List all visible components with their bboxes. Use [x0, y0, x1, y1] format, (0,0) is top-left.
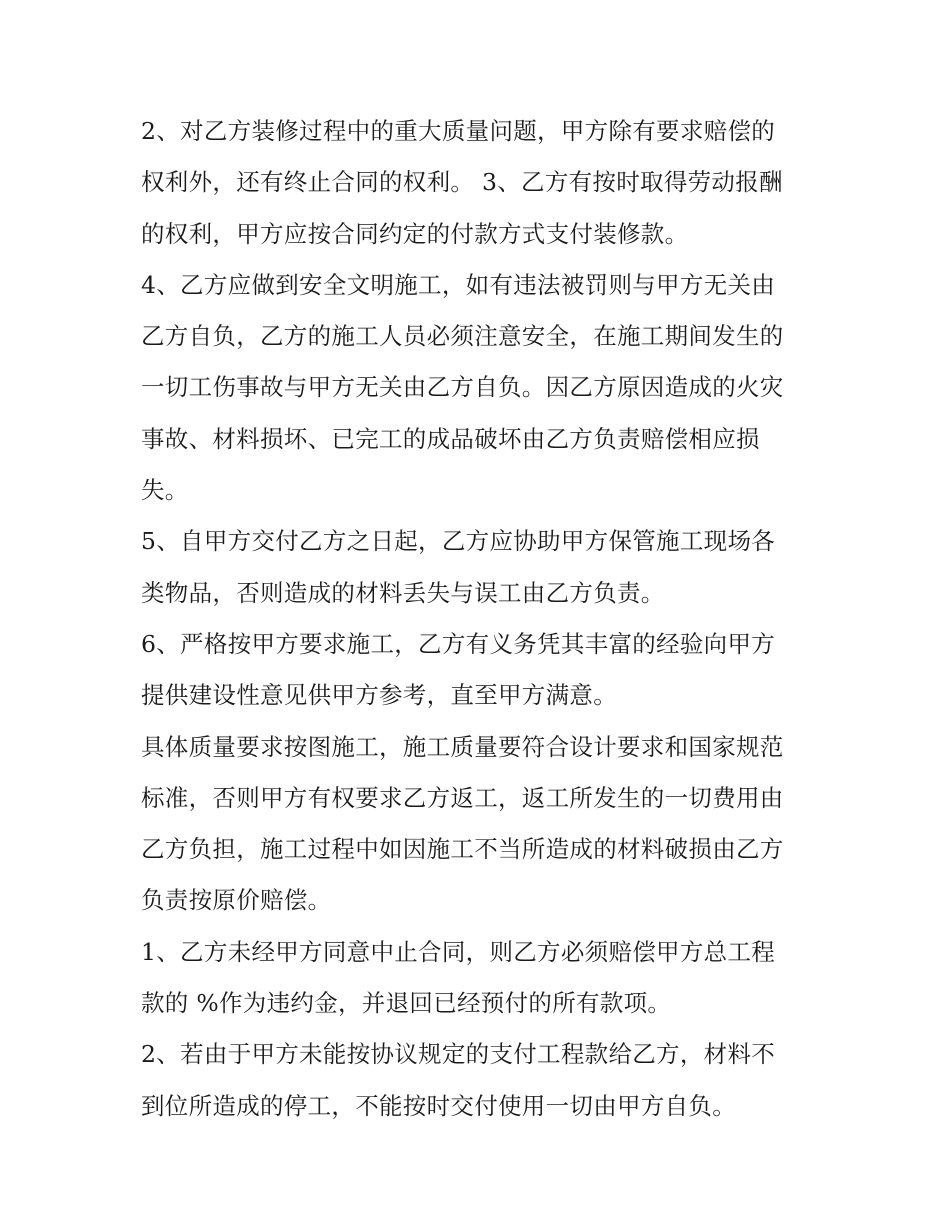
paragraph-breach-2	[141, 1029, 831, 1132]
text-line: 类物品，否则造成的材料丢失与误工由乙方负责。	[141, 578, 665, 607]
text-line: 事故、材料损坏、已完工的成品破坏由乙方负责赔偿相应损	[141, 424, 760, 453]
text-line: 款的 %作为违约金，并退回已经预付的所有款项。	[141, 989, 672, 1018]
text-line: 乙方负担，施工过程中如因施工不当所造成的材料破损由乙方	[141, 835, 784, 864]
paragraph-breach-1	[141, 927, 831, 1030]
text-line: 2、对乙方装修过程中的重大质量问题，甲方除有要求赔偿的	[141, 117, 776, 145]
text-line: 权利外，还有终止合同的权利。 3、乙方有按时取得劳动报酬	[141, 168, 783, 197]
paragraph-clause-6-construction	[141, 619, 831, 722]
paragraph-quality-requirements	[141, 722, 831, 927]
text-line: 乙方自负，乙方的施工人员必须注意安全，在施工期间发生的	[141, 322, 784, 351]
paragraph-clause-5-custody	[141, 516, 831, 619]
text-line: 5、自甲方交付乙方之日起，乙方应协助甲方保管施工现场各	[141, 527, 776, 556]
text-line: 到位所造成的停工，不能按时交付使用一切由甲方自负。	[141, 1091, 736, 1120]
text-line: 具体质量要求按图施工，施工质量要符合设计要求和国家规范	[141, 732, 784, 761]
text-line: 4、乙方应做到安全文明施工，如有违法被罚则与甲方无关由	[141, 270, 776, 299]
document-body	[141, 106, 831, 1132]
text-line: 的权利，甲方应按合同约定的付款方式支付装修款。	[141, 219, 689, 248]
text-line: 2、若由于甲方未能按协议规定的支付工程款给乙方，材料不	[141, 1040, 776, 1069]
text-line: 6、严格按甲方要求施工，乙方有义务凭其丰富的经验向甲方	[141, 629, 776, 658]
text-line: 失。	[141, 476, 189, 505]
paragraph-clause-2-rights	[141, 106, 831, 260]
paragraph-clause-4-safety	[141, 260, 831, 516]
text-line: 1、乙方未经甲方同意中止合同，则乙方必须赔偿甲方总工程	[141, 937, 776, 966]
text-line: 提供建设性意见供甲方参考，直至甲方满意。	[141, 681, 617, 710]
text-line: 负责按原价赔偿。	[141, 886, 332, 915]
text-line: 一切工伤事故与甲方无关由乙方自负。因乙方原因造成的火灾	[141, 373, 784, 402]
text-line: 标准，否则甲方有权要求乙方返工，返工所发生的一切费用由	[141, 783, 784, 812]
